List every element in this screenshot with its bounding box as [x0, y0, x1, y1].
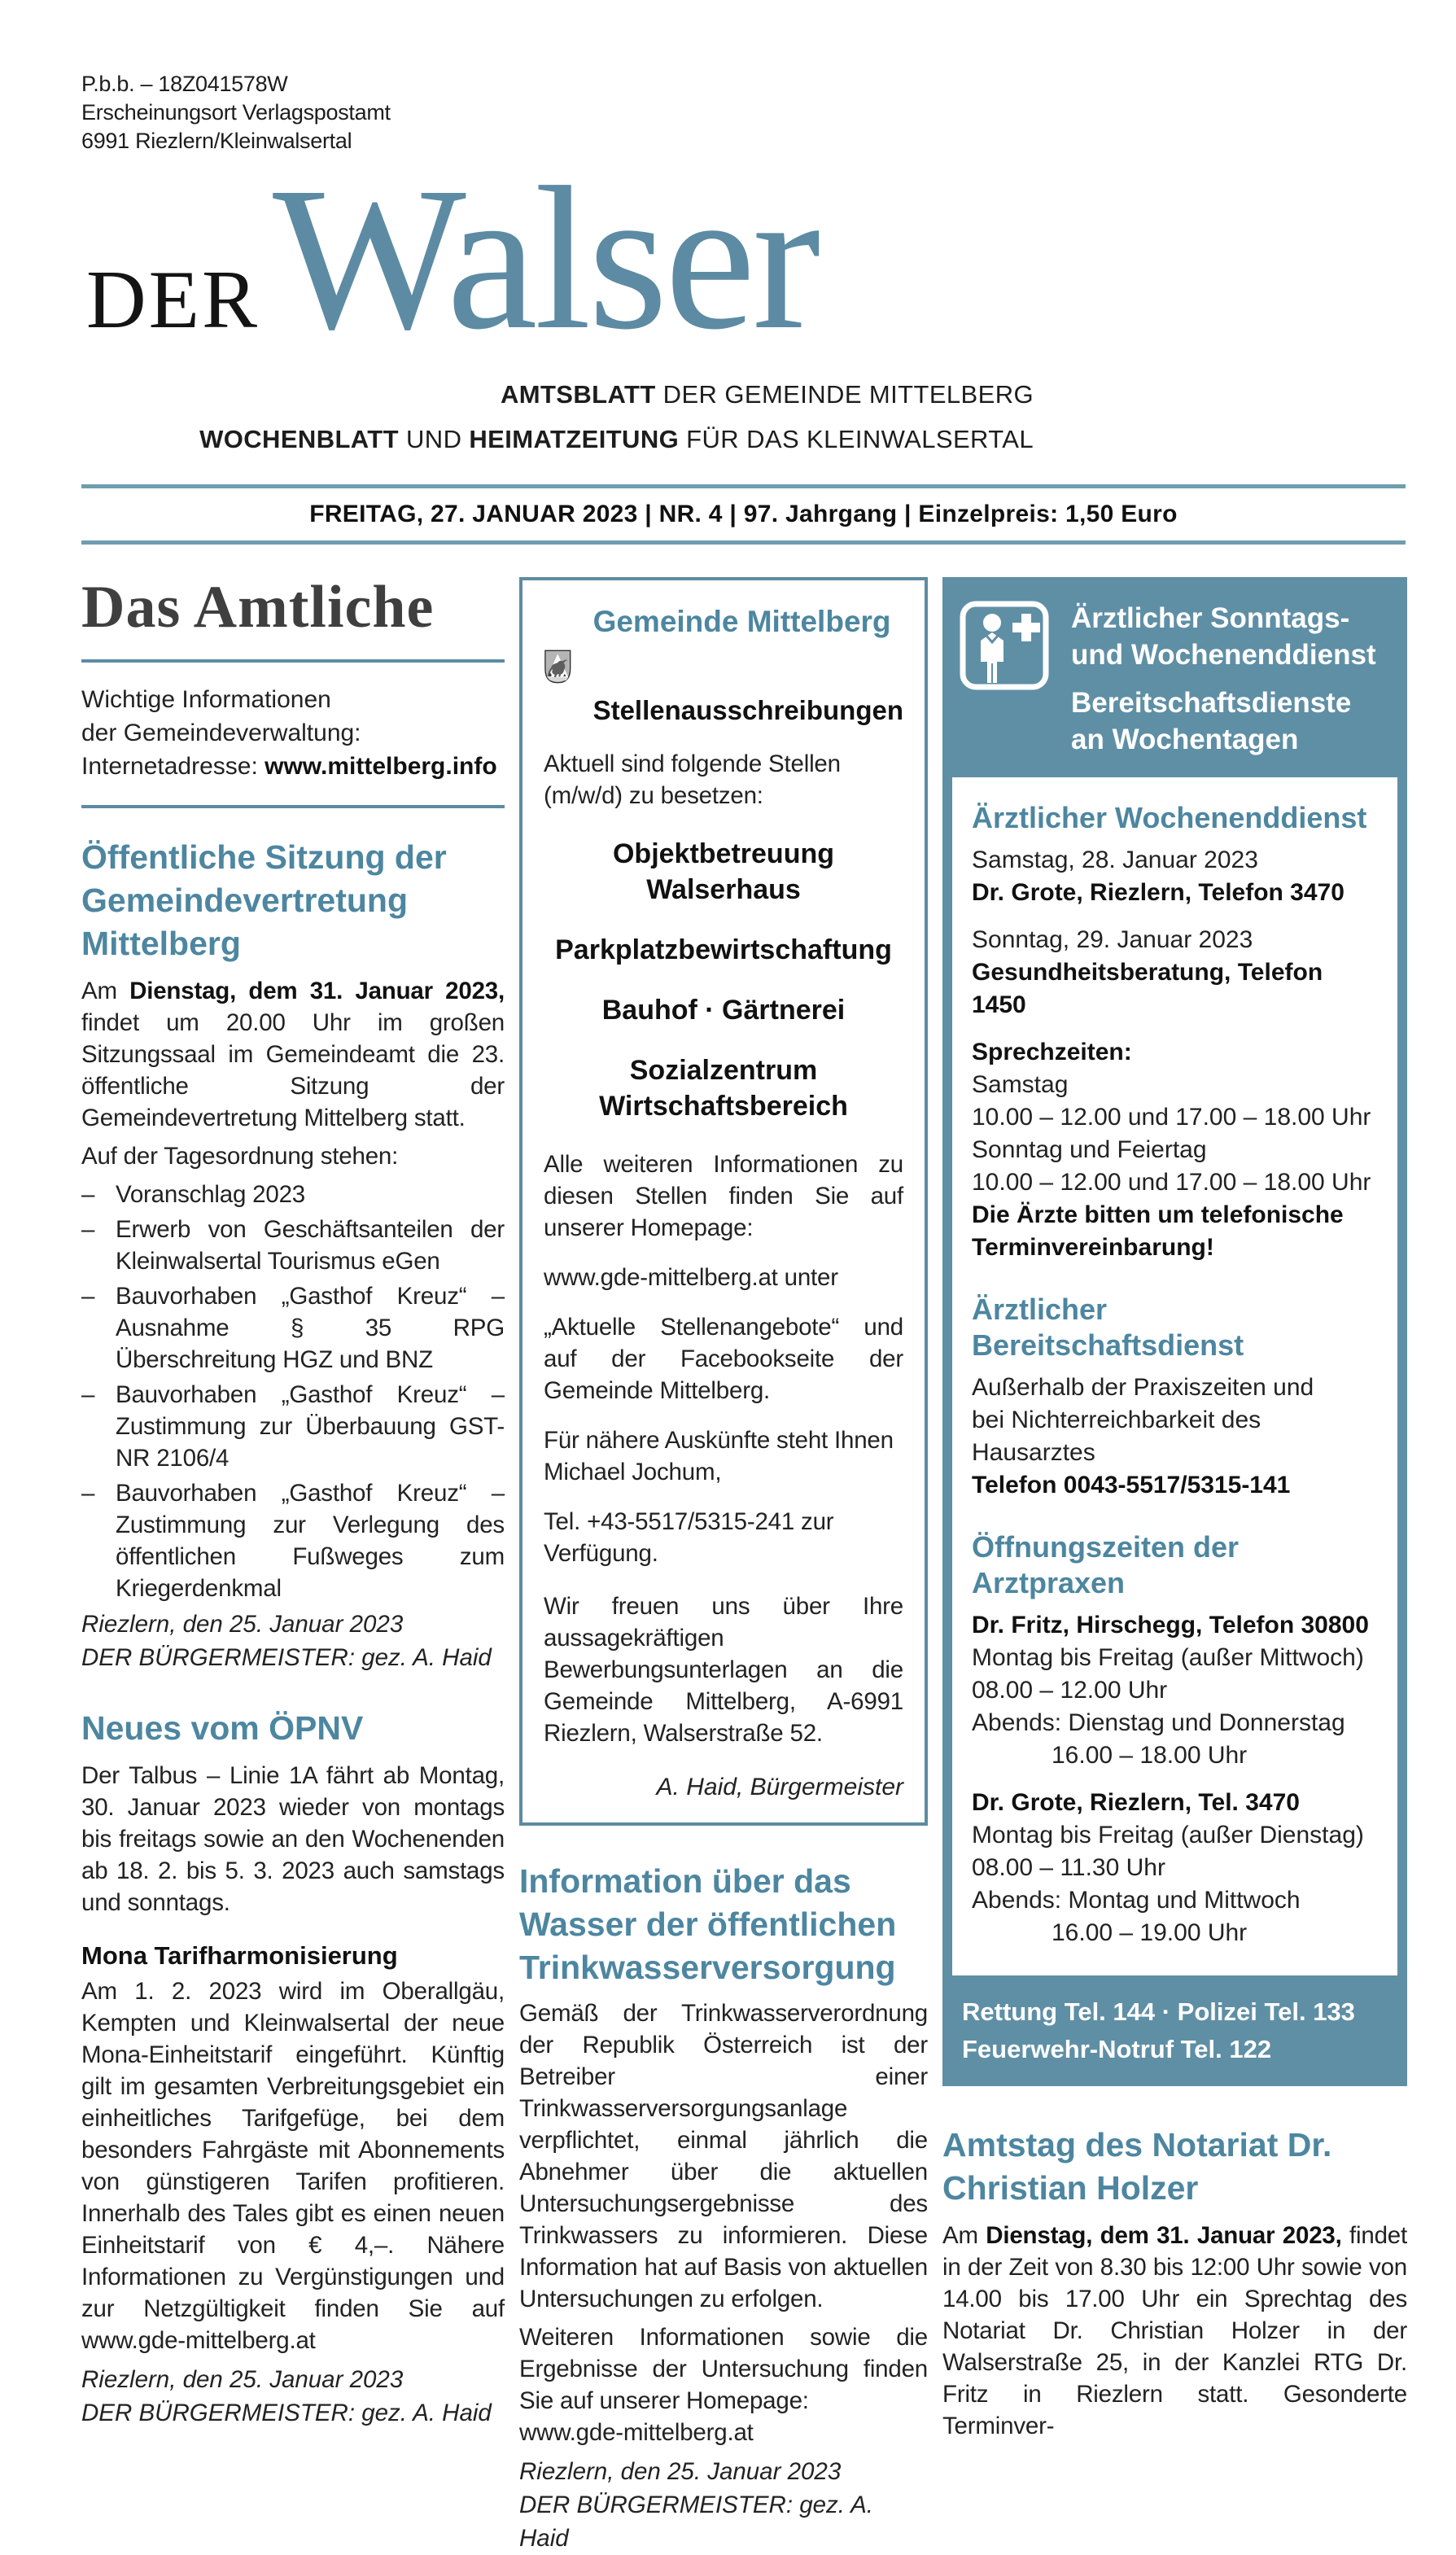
text-segment-bold: Dienstag, dem 31. Januar 2023, [129, 978, 505, 1004]
intro-label: Internetadresse: [81, 753, 265, 780]
agenda-item: – Bauvorhaben „Gasthof Kreuz“ – Zustimmung zur Verlegung des öffentlichen Fußweges zum Kriegerdenkmal [81, 1477, 505, 1604]
emergency-numbers [952, 1975, 1397, 2076]
dienst-doctor: Dr. Grote, Riezlern, Telefon 3470 [972, 879, 1345, 906]
article-sitzung [81, 836, 505, 1674]
bereitschaft-phone: Telefon 0043-5517/5315-141 [972, 1472, 1291, 1498]
sprechzeit-day: Sonntag und Feiertag [972, 1136, 1207, 1163]
aerztedienst-box [942, 577, 1407, 2086]
praxis-hours: 08.00 – 12.00 Uhr [972, 1677, 1168, 1704]
praxis-doctor: Dr. Grote, Riezlern, Tel. 3470 [972, 1789, 1300, 1816]
website-url: www.gde-mittelberg.at [519, 2419, 754, 2446]
website-url: www.gde-mittelberg.at unter [544, 1264, 838, 1291]
mittelberg-coat-of-arms-icon [544, 603, 572, 730]
banner-title [1071, 600, 1376, 758]
emergency-line: Feuerwehr-Notruf Tel. 122 [962, 2035, 1272, 2063]
text-segment-bold: Dienstag, dem 31. Januar 2023, [986, 2222, 1342, 2249]
website-url: www.mittelberg.info [265, 753, 497, 780]
article-trinkwasser [519, 1860, 928, 2555]
signature: A. Haid, Bürgermeister [656, 1774, 903, 1800]
dienst-doctor: Gesundheitsberatung, Telefon 1450 [972, 959, 1323, 1018]
box-paragraph: „Aktuelle Stellenangebote“ und auf der Facebookseite der Gemeinde Mittelberg. [544, 1314, 903, 1404]
agenda-item: – Erwerb von Geschäftsanteilen der Kleinwalsertal Tourismus eGen [81, 1214, 505, 1277]
panel-heading: Ärztlicher Bereitschaftsdienst [972, 1293, 1244, 1362]
organization-title: Gemeinde Mittelberg [592, 605, 891, 638]
masthead-walser: Walser [273, 144, 818, 372]
article-paragraph [81, 975, 505, 1134]
place-date: Riezlern, den 25. Januar 2023 [81, 2366, 404, 2393]
content-columns [81, 574, 1407, 2555]
praxis-doctor: Dr. Fritz, Hirschegg, Telefon 30800 [972, 1612, 1369, 1638]
job-listing: Parkplatzbewirtschaftung [555, 934, 892, 965]
box-paragraph: Für nähere Auskünfte steht Ihnen Michael Jochum, [544, 1427, 894, 1485]
signature: DER BÜRGERMEISTER: gez. A. Haid [519, 2492, 873, 2552]
postal-line: 6991 Riezlern/Kleinwalsertal [81, 129, 352, 153]
dienst-panel [952, 777, 1397, 1975]
article-paragraph: Der Talbus – Linie 1A fährt ab Montag, 30. Januar 2023 wieder von montags bis freitags sowie an den Wochenenden ab 18. 2. bis 5. 3. 2023 auch samstags und sonntags. [81, 1762, 505, 1916]
gemeinde-intro [81, 683, 505, 783]
postal-line: Erscheinungsort Verlagspostamt [81, 100, 391, 125]
sprechzeiten-label: Sprechzeiten: [972, 1039, 1132, 1065]
dienst-entry [972, 844, 1378, 909]
subtitle-bold: HEIMATZEITUNG [469, 425, 680, 453]
job-listing: Bauhof · Gärtnerei [601, 995, 846, 1026]
dienst-date: Samstag, 28. Januar 2023 [972, 847, 1258, 873]
article-subheading: Mona Tarifharmonisierung [81, 1941, 398, 1970]
stellenausschreibung-box [519, 577, 928, 1826]
text-segment: Am [81, 978, 130, 1004]
praxis-hours: Abends: Dienstag und Donnerstag [972, 1709, 1345, 1736]
agenda-item: – Voranschlag 2023 [81, 1179, 505, 1210]
place-date: Riezlern, den 25. Januar 2023 [519, 2458, 842, 2485]
dienst-entry [972, 924, 1378, 1022]
divider-rule [81, 805, 505, 808]
panel-heading: Ärztlicher Wochenenddienst [972, 801, 1367, 834]
doctor-icon [959, 600, 1050, 691]
phone-note: Die Ärzte bitten um telefonische Terminvereinbarung! [972, 1201, 1344, 1261]
job-listing: Sozialzentrum Wirtschaftsbereich [599, 1055, 848, 1122]
divider-rule [81, 659, 505, 663]
box-banner [952, 587, 1397, 777]
emergency-line: Rettung Tel. 144 · Polizei Tel. 133 [962, 1997, 1355, 2026]
banner-line: Ärztlicher Sonntags- [1071, 602, 1350, 634]
praxis-hours: 16.00 – 19.00 Uhr [1052, 1919, 1248, 1946]
box-header-titles [593, 603, 903, 730]
sprechzeit-time: 10.00 – 12.00 und 17.00 – 18.00 Uhr [972, 1104, 1371, 1131]
praxis-hours: 08.00 – 11.30 Uhr [972, 1854, 1165, 1881]
box-title: Stellenausschreibungen [592, 695, 903, 725]
banner-line: und Wochenenddienst [1071, 639, 1376, 671]
subtitle-line-1 [81, 372, 1034, 417]
column-gemeinde [519, 577, 928, 2555]
box-intro: Aktuell sind folgende Stellen (m/w/d) zu besetzen: [544, 750, 841, 809]
article-paragraph [942, 2220, 1407, 2442]
praxis-entry [972, 1609, 1378, 1772]
signature: DER BÜRGERMEISTER: gez. A. Haid [81, 1644, 492, 1671]
intro-line: der Gemeindeverwaltung: [81, 720, 361, 746]
article-heading: Neues vom ÖPNV [81, 1709, 364, 1747]
banner-line: an Wochentagen [1071, 724, 1299, 755]
box-paragraph: Alle weiteren Informationen zu diesen Stellen finden Sie auf unserer Homepage: [544, 1151, 903, 1241]
article-paragraph: Am 1. 2. 2023 wird im Oberallgäu, Kempten und Kleinwalsertal der neue Mona-Einheitstarif eingeführt. Künftig gilt im gesamten Verbreitungsgebiet ein einheitliches Tarifgefüge, bei dem besonders Fahrgäste mit Abonnements von günstigeren Tarifen profitieren. Innerhalb des Tales gibt es einen neuen Einheitstarif von € 4,–. Nähere Informationen zu Vergünstigungen und zur Netzgültigkeit finden Sie auf www.gde-mittelberg.at [81, 1978, 505, 2354]
article-heading: Amtstag des Notariat Dr. Christian Holzer [942, 2126, 1332, 2207]
agenda-item: – Bauvorhaben „Gasthof Kreuz“ – Ausnahme § 35 RPG Überschreitung HGZ und BNZ [81, 1280, 505, 1376]
banner-line: Bereitschaftsdienste [1071, 687, 1352, 719]
praxis-hours: 16.00 – 18.00 Uhr [1052, 1742, 1248, 1769]
article-paragraph: Auf der Tagesordnung stehen: [81, 1143, 399, 1170]
article-paragraph: Weiteren Informationen sowie die Ergebnisse der Untersuchung finden Sie auf unserer Homepage: [519, 2324, 928, 2414]
bereitschaft-text: bei Nichterreichbarkeit des Hausarztes [972, 1407, 1261, 1466]
subtitle-text: UND [398, 425, 470, 453]
panel-heading: Öffnungszeiten der Arztpraxen [972, 1530, 1240, 1599]
column-das-amtliche [81, 574, 505, 2555]
signature: DER BÜRGERMEISTER: gez. A. Haid [81, 2400, 492, 2426]
sprechzeit-time: 10.00 – 12.00 und 17.00 – 18.00 Uhr [972, 1169, 1371, 1196]
place-date: Riezlern, den 25. Januar 2023 [81, 1611, 404, 1638]
intro-line [81, 750, 505, 783]
box-paragraph: Wir freuen uns über Ihre aussagekräftigen Bewerbungsunterlagen an die Gemeinde Mittelberg, A-6991 Riezlern, Walserstraße 52. [544, 1593, 903, 1747]
article-heading: Öffentliche Sitzung der Gemeindevertretung Mittelberg [81, 838, 447, 962]
subtitle-bold: AMTSBLATT [500, 380, 656, 409]
praxis-hours: Montag bis Freitag (außer Mittwoch) [972, 1644, 1364, 1671]
dateline-bar: FREITAG, 27. JANUAR 2023 | NR. 4 | 97. Jahrgang | Einzelpreis: 1,50 Euro [81, 484, 1406, 545]
postal-info [81, 70, 1406, 155]
subtitle-text: FÜR DAS KLEINWALSERTAL [679, 425, 1034, 453]
page-header [81, 70, 1406, 545]
masthead-subtitle [81, 372, 1034, 462]
masthead-logo [86, 144, 1406, 400]
article-oepnv [81, 1707, 505, 2430]
article-paragraph: Gemäß der Trinkwasserverordnung der Republik Österreich ist der Betreiber einer Trinkwasserversorgungsanlage verpflichtet, einmal jährlich die Abnehmer über die aktuellen Untersuchungsergebnisse des Trinkwassers zu informieren. Diese Information hat auf Basis von aktuellen Untersuchungen zu erfolgen. [519, 2000, 928, 2312]
job-listing: Objektbetreuung Walserhaus [612, 838, 835, 905]
subtitle-line-2 [81, 417, 1034, 462]
text-segment: Am [942, 2222, 986, 2249]
praxis-entry [972, 1787, 1378, 1949]
bereitschaft-text: Außerhalb der Praxiszeiten und [972, 1374, 1314, 1401]
intro-line: Wichtige Informationen [81, 686, 331, 713]
postal-line: P.b.b. – 18Z041578W [81, 72, 288, 96]
praxis-hours: Abends: Montag und Mittwoch [972, 1887, 1301, 1914]
text-segment: findet um 20.00 Uhr im großen Sitzungssaal im Gemeindeamt die 23. öffentliche Sitzung der Gemeindevertretung Mittelberg statt. [81, 1009, 505, 1131]
praxis-hours: Montag bis Freitag (außer Dienstag) [972, 1822, 1364, 1848]
dienst-date: Sonntag, 29. Januar 2023 [972, 926, 1253, 953]
section-title: Das Amtliche [81, 574, 435, 641]
agenda-item: – Bauvorhaben „Gasthof Kreuz“ – Zustimmung zur Überbauung GST-NR 2106/4 [81, 1379, 505, 1474]
box-paragraph: Tel. +43-5517/5315-241 zur Verfügung. [544, 1508, 834, 1567]
article-notariat [942, 2124, 1407, 2442]
subtitle-bold: WOCHENBLATT [199, 425, 399, 453]
text-segment: findet in der Zeit von 8.30 bis 12:00 Uhr sowie von 14.00 bis 17.00 Uhr ein Sprechtag des Notariat Dr. Christian Holzer in der Walserstraße 25, in der Kanzlei RTG Dr. Fritz in Riezlern statt. Gesonderte Terminver- [942, 2222, 1407, 2439]
column-dienste [942, 577, 1407, 2555]
sprechzeit-day: Samstag [972, 1071, 1069, 1098]
subtitle-text: DER GEMEINDE MITTELBERG [655, 380, 1034, 409]
masthead-der: DER [86, 254, 260, 346]
article-heading: Information über das Wasser der öffentlichen Trinkwasserversorgung [519, 1862, 897, 1986]
box-header [544, 603, 903, 730]
